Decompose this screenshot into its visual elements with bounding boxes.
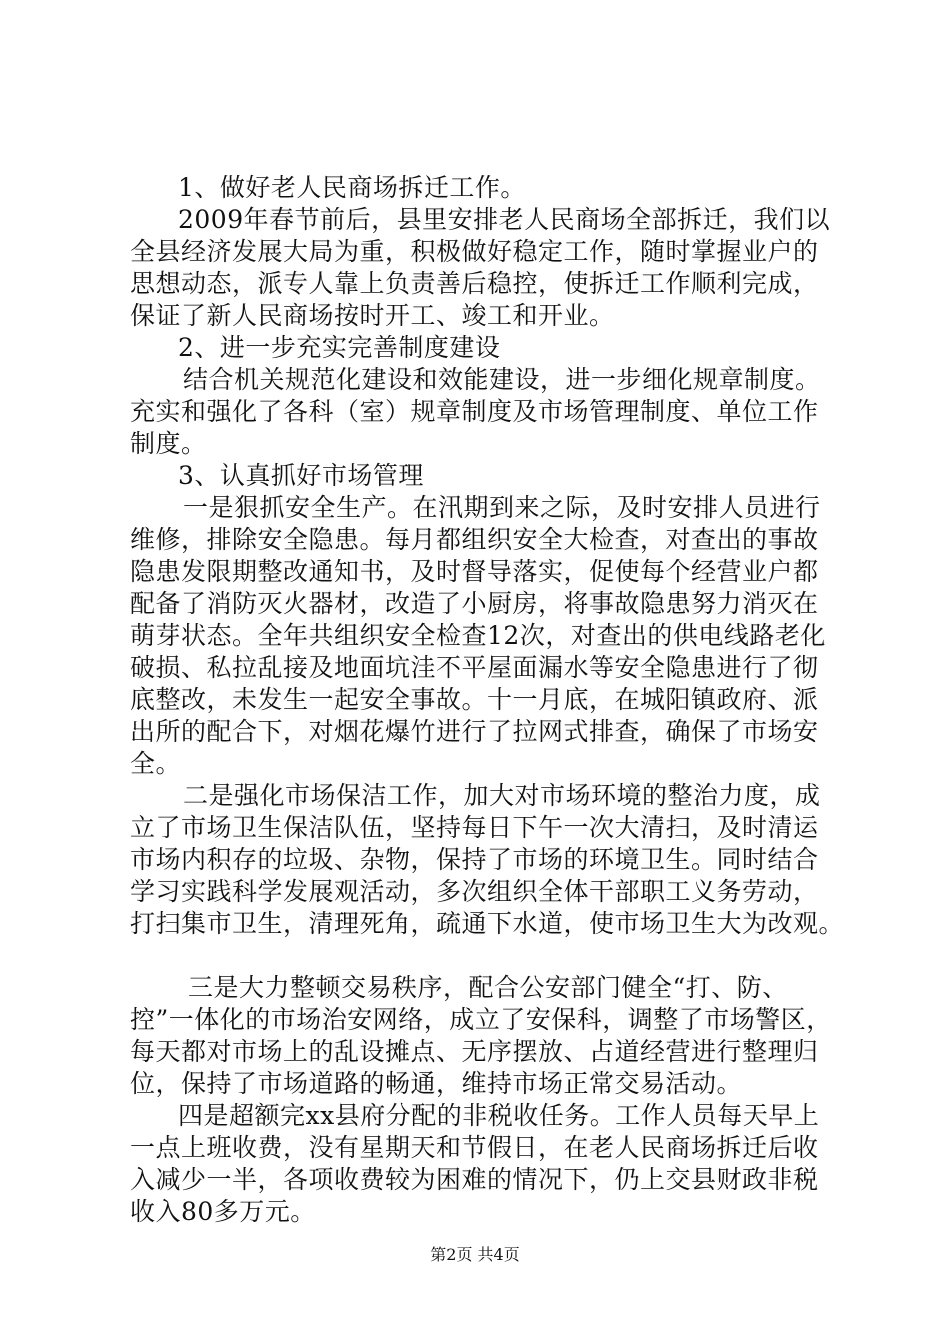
paragraph-line: 学习实践科学发展观活动，多次组织全体干部职工义务劳动， <box>130 877 819 906</box>
paragraph-line: 打扫集市卫生，清理死角，疏通下水道，使市场卫生大为改观。 <box>130 909 845 938</box>
paragraph-line: 一点上班收费，没有星期天和节假日，在老人民商场拆迁后收 <box>130 1133 819 1162</box>
paragraph-line: 破损、私拉乱接及地面坑洼不平屋面漏水等安全隐患进行了彻 <box>130 653 819 682</box>
paragraph-line: 制度。 <box>130 429 207 458</box>
paragraph-line: 隐患发限期整改通知书，及时督导落实，促使每个经营业户都 <box>130 557 819 586</box>
paragraph-line: 位，保持了市场道路的畅通，维持市场正常交易活动。 <box>130 1069 743 1098</box>
paragraph-line: 全。 <box>130 749 182 778</box>
paragraph-line: 保证了新人民商场按时开工、竣工和开业。 <box>130 301 615 330</box>
paragraph-line: 收入80多万元。 <box>130 1197 316 1226</box>
paragraph-line: 底整改，未发生一起安全事故。十一月底，在城阳镇政府、派 <box>130 685 819 714</box>
paragraph-line: 结合机关规范化建设和效能建设，进一步细化规章制度。 <box>183 365 821 394</box>
paragraph-line: 每天都对市场上的乱设摊点、无序摆放、占道经营进行整理归 <box>130 1037 819 1066</box>
heading-market-management: 3、认真抓好市场管理 <box>178 461 424 490</box>
paragraph-line: 全县经济发展大局为重，积极做好稳定工作，随时掌握业户的 <box>130 237 819 266</box>
heading-system-building: 2、进一步充实完善制度建设 <box>178 333 501 362</box>
paragraph-line: 三是大力整顿交易秩序，配合公安部门健全“打、防、 <box>188 973 788 1002</box>
heading-demolition: 1、做好老人民商场拆迁工作。 <box>178 173 526 202</box>
paragraph-line: 立了市场卫生保洁队伍，坚持每日下午一次大清扫，及时清运 <box>130 813 819 842</box>
paragraph-line: 配备了消防灭火器材，改造了小厨房，将事故隐患努力消灭在 <box>130 589 819 618</box>
paragraph-line: 思想动态，派专人靠上负责善后稳控，使拆迁工作顺利完成， <box>130 269 819 298</box>
paragraph-line: 出所的配合下，对烟花爆竹进行了拉网式排查，确保了市场安 <box>130 717 819 746</box>
paragraph-line: 二是强化市场保洁工作，加大对市场环境的整治力度，成 <box>183 781 821 810</box>
paragraph-line: 控”一体化的市场治安网络，成立了安保科，调整了市场警区， <box>130 1005 832 1034</box>
paragraph-line: 入减少一半，各项收费较为困难的情况下，仍上交县财政非税 <box>130 1165 819 1194</box>
paragraph-line: 2009年春节前后，县里安排老人民商场全部拆迁，我们以 <box>178 205 831 234</box>
paragraph-line: 维修，排除安全隐患。每月都组织安全大检查，对查出的事故 <box>130 525 819 554</box>
page-number-footer: 第2页 共4页 <box>430 1245 520 1264</box>
paragraph-line: 萌芽状态。全年共组织安全检查12次，对查出的供电线路老化 <box>130 621 826 650</box>
paragraph-line: 充实和强化了各科（室）规章制度及市场管理制度、单位工作 <box>130 397 819 426</box>
paragraph-line: 一是狠抓安全生产。在汛期到来之际，及时安排人员进行 <box>183 493 821 522</box>
paragraph-line: 市场内积存的垃圾、杂物，保持了市场的环境卫生。同时结合 <box>130 845 819 874</box>
paragraph-line: 四是超额完xx县府分配的非税收任务。工作人员每天早上 <box>178 1101 820 1130</box>
